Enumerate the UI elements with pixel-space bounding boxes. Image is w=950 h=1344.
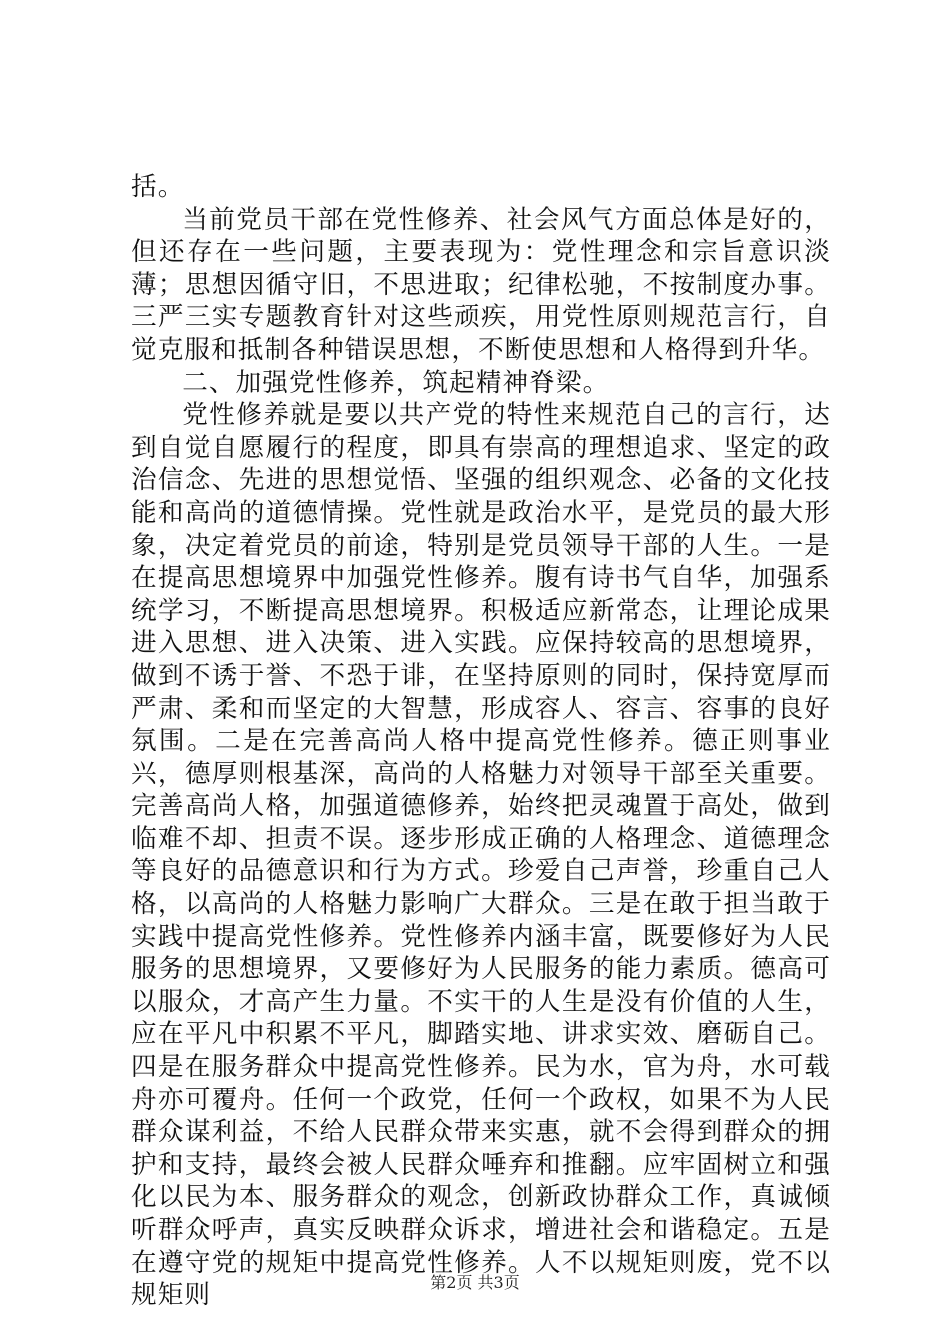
section-heading: 二、加强党性修养，筑起精神脊梁。 xyxy=(182,367,610,398)
document-body xyxy=(131,171,831,1312)
paragraph-continuation: 括。 xyxy=(131,172,185,202)
paragraph-problems: 当前党员干部在党性修养、社会风气方面总体是好的，但还存在一些问题，主要表现为：党性理念和宗旨意识淡薄；思想因循守旧，不思进取；纪律松驰，不按制度办事。三严三实专题教育针对这些顽疾，用党性原则规范言行，自觉克服和抵制各种错误思想，不断使思想和人格得到升华。 xyxy=(131,204,831,365)
page-number-footer: 第2页 共3页 xyxy=(430,1273,520,1292)
paragraph-party-cultivation: 党性修养就是要以共产党的特性来规范自己的言行，达到自觉自愿履行的程度，即具有崇高的理想追求、坚定的政治信念、先进的思想觉悟、坚强的组织观念、必备的文化技能和高尚的道德情操。党性就是政治水平，是党员的最大形象，决定着党员的前途，特别是党员领导干部的人生。一是在提高思想境界中加强党性修养。腹有诗书气自华，加强系统学习，不断提高思想境界。积极适应新常态，让理论成果进入思想、进入决策、进入实践。应保持较高的思想境界，做到不诱于誉、不恐于诽，在坚持原则的同时，保持宽厚而严肃、柔和而坚定的大智慧，形成容人、容言、容事的良好氛围。二是在完善高尚人格中提高党性修养。德正则事业兴，德厚则根基深，高尚的人格魅力对领导干部至关重要。完善高尚人格，加强道德修养，始终把灵魂置于高处，做到临难不却、担责不误。逐步形成正确的人格理念、道德理念等良好的品德意识和行为方式。珍爱自己声誉，珍重自己人格，以高尚的人格魅力影响广大群众。三是在敢于担当敢于实践中提高党性修养。党性修养内涵丰富，既要修好为人民服务的思想境界，又要修好为人民服务的能力素质。德高可以服众，才高产生力量。不实干的人生是没有价值的人生，应在平凡中积累不平凡，脚踏实地、讲求实效、磨砺自己。四是在服务群众中提高党性修养。民为水，官为舟，水可载舟亦可覆舟。任何一个政党，任何一个政权，如果不为人民群众谋利益，不给人民群众带来实惠，就不会得到群众的拥护和支持，最终会被人民群众唾弃和推翻。应牢固树立和强化以民为本、服务群众的观念，创新政协群众工作，真诚倾听群众呼声，真实反映群众诉求，增进社会和谐稳定。五是在遵守党的规矩中提高党性修养。人不以规矩则废，党不以规矩则 xyxy=(131,400,831,1311)
